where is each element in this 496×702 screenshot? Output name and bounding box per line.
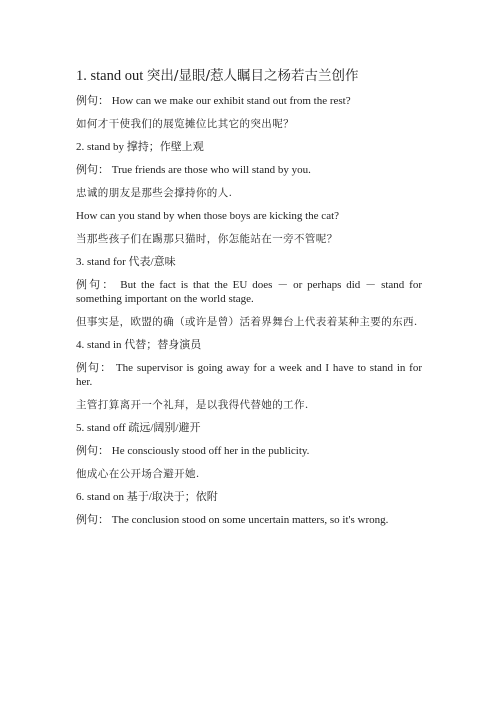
translation-3: 但事实是，欧盟的确（或许是曾）活着界舞台上代表着某种主要的东西. <box>76 316 418 328</box>
example-sentence-3: 例句： But the fact is that the EU does － or perhaps did － stand for something important on the world stage. <box>76 279 422 305</box>
translation-1: 如何才干使我们的展览摊位比其它的突出呢？ <box>76 118 294 130</box>
translation-2b: 当那些孩子们在踢那只猫时，你怎能站在一旁不管呢？ <box>76 233 338 245</box>
document-title <box>76 64 359 85</box>
phrase-heading-6: 6. stand on 基于/取决于；依附 <box>76 491 218 503</box>
phrase-heading-2: 2. stand by 撑持；作壁上观 <box>76 141 204 153</box>
title-chinese: 突出/显眼/惹人瞩目之杨若古兰创作 <box>146 68 359 84</box>
example-sentence-2: 例句： True friends are those who will stand by you. <box>76 164 311 176</box>
example-sentence-2b: How can you stand by when those boys are kicking the cat? <box>76 210 340 222</box>
document-body <box>76 94 422 536</box>
example-sentence-6: 例句： The conclusion stood on some uncertain matters, so it's wrong. <box>76 514 389 526</box>
phrase-heading-4: 4. stand in 代替；替身演员 <box>76 339 202 351</box>
phrase-heading-3: 3. stand for 代表/意味 <box>76 256 176 268</box>
translation-4: 主管打算离开一个礼拜，是以我得代替她的工作. <box>76 399 309 411</box>
phrase-heading-5: 5. stand off 疏远/阔别/避开 <box>76 422 201 434</box>
translation-5: 他成心在公开场合避开她. <box>76 468 200 480</box>
title-english: 1. stand out <box>76 68 147 84</box>
example-sentence-1: 例句： How can we make our exhibit stand out from the rest? <box>76 95 351 107</box>
example-sentence-4: 例句： The supervisor is going away for a week and I have to stand in for her. <box>76 362 422 388</box>
example-sentence-5: 例句： He consciously stood off her in the publicity. <box>76 445 310 457</box>
translation-2: 忠诚的朋友是那些会撑持你的人. <box>76 187 233 199</box>
